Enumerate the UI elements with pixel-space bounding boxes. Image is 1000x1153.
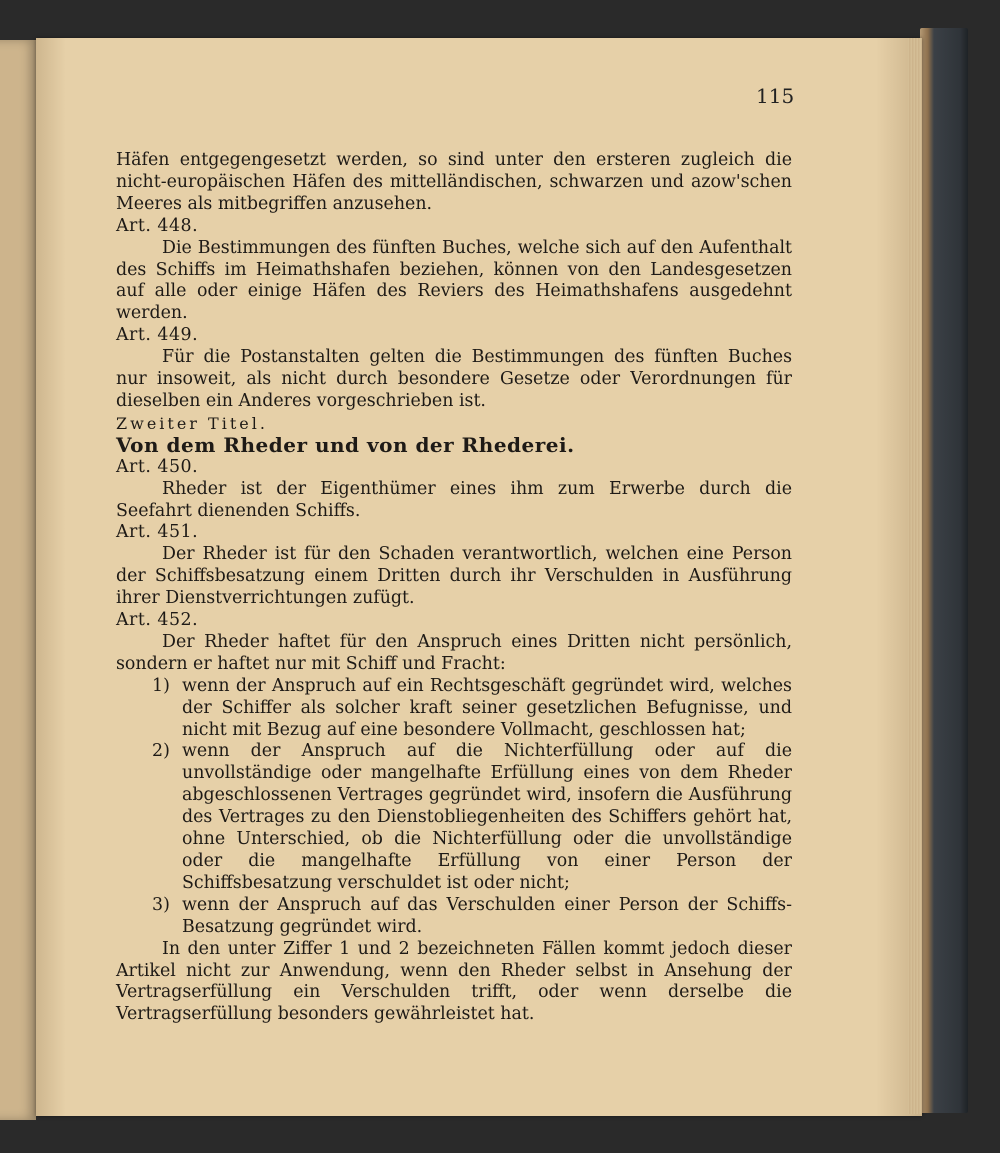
list-item-text: wenn der Anspruch auf das Verschulden einer Person der Schiffs-Besatzung gegründet wird.: [182, 894, 792, 937]
article-452-text: Der Rheder haftet für den Anspruch eines Dritten nicht persönlich, sondern er haftet nur mit Schiff und Fracht:: [116, 631, 792, 674]
article-450-text: Rheder ist der Eigenthümer eines ihm zum Erwerbe durch die Seefahrt dienenden Schiffs.: [116, 478, 792, 521]
list-item-number: 1): [152, 675, 170, 696]
article-451-text: Der Rheder ist für den Schaden verantwortlich, welchen eine Person der Schiffsbesatzung einem Dritten durch ihr Verschulden in Ausführung ihrer Dienstverrichtungen zufügt.: [116, 544, 792, 609]
article-heading-450: Art. 450.: [116, 456, 199, 477]
paragraph-continuation: Häfen entgegengesetzt werden, so sind unter den ersteren zugleich die nicht-europäischen Häfen des mittelländischen, schwarzen und azow'schen Meeres als mitbegriffen anzusehen.: [116, 150, 792, 214]
section-title: Von dem Rheder und von der Rhederei.: [116, 432, 575, 457]
list-item-number: 3): [152, 894, 170, 915]
page-number: 115: [756, 84, 795, 108]
article-448-text: Die Bestimmungen des fünften Buches, welche sich auf den Aufenthalt des Schiffs im Heimathshafen beziehen, können von den Landesgesetzen auf alle oder einige Häfen des Reviers des Heimathshafens ausgedehnt werden.: [116, 237, 792, 324]
section-subtitle: Zweiter Titel.: [116, 413, 268, 433]
list-item-number: 2): [152, 741, 170, 762]
list-item: [116, 895, 792, 939]
article-heading-449: Art. 449.: [116, 325, 199, 346]
list-item: [116, 741, 792, 894]
list-item: [116, 676, 792, 742]
list-item-text: wenn der Anspruch auf die Nichterfüllung oder auf die unvollständige oder mangelhafte Erfüllung eines von dem Rheder abgeschlossenen Vertrages gegründet wird, insofern die Ausführung des Vertrages zu den Dienstobliegenheiten des Schiffers gehört hat, ohne Unterschied, ob die Nichterfüllung oder die unvollständige oder die mangelhafte Erfüllung von einer Person der Schiffsbesatzung verschuldet ist oder nicht;: [182, 741, 792, 893]
book-binding: [920, 28, 968, 1113]
article-heading-448: Art. 448.: [116, 215, 199, 236]
list-item-text: wenn der Anspruch auf ein Rechtsgeschäft gegründet wird, welches der Schiffer als solcher kraft seiner gesetzlichen Befugnisse, und nicht mit Bezug auf eine besondere Vollmacht, geschlossen hat;: [182, 675, 792, 740]
page-body: [116, 150, 792, 1026]
article-452-closing-text: In den unter Ziffer 1 und 2 bezeichneten Fällen kommt jedoch dieser Artikel nicht zur Anwendung, wenn den Rheder selbst in Ansehung der Vertragserfüllung ein Verschulden trifft, oder wenn derselbe die Vertragserfüllung besonders gewährleistet hat.: [116, 938, 792, 1025]
article-heading-452: Art. 452.: [116, 610, 199, 631]
left-page-edge: [0, 40, 36, 1120]
page-stack-edge: [908, 38, 922, 1114]
article-heading-451: Art. 451.: [116, 522, 199, 543]
article-449-text: Für die Postanstalten gelten die Bestimmungen des fünften Buches nur insoweit, als nicht durch besondere Gesetze oder Verordnungen für dieselben ein Anderes vorgeschrieben ist.: [116, 347, 792, 411]
